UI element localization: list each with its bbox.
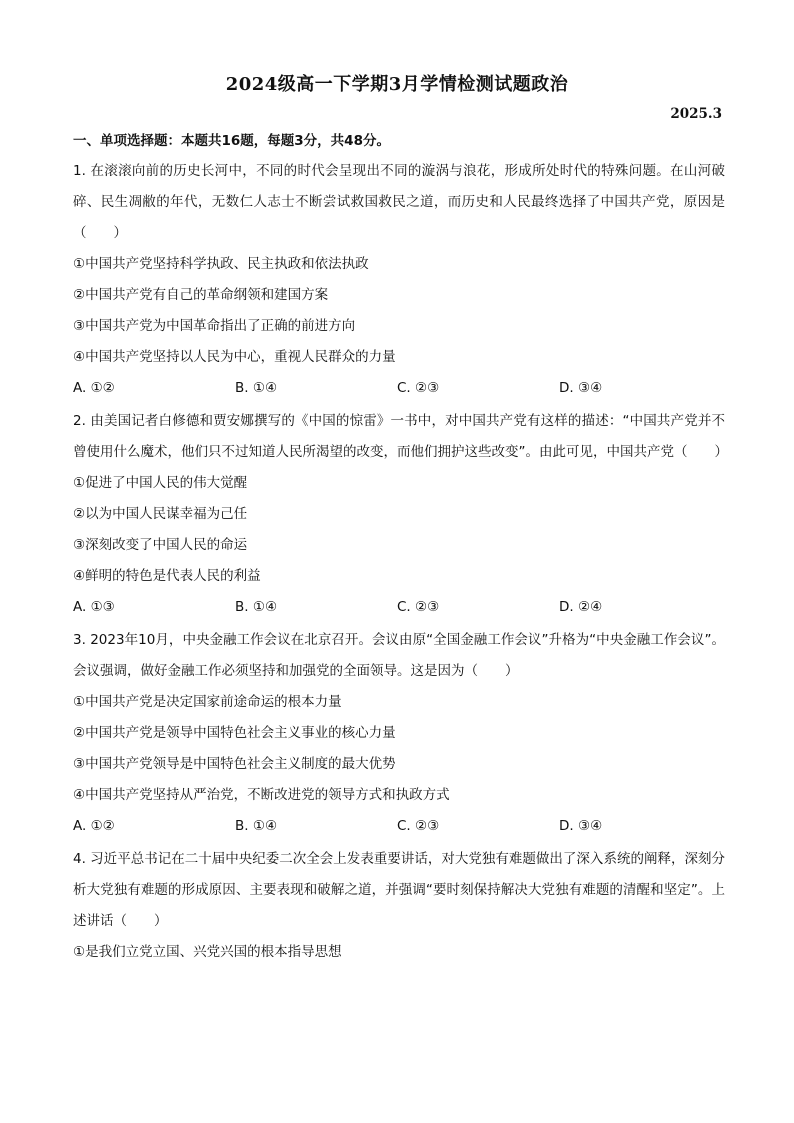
option-c: C. ②③ bbox=[397, 818, 440, 834]
option-d: D. ③④ bbox=[559, 380, 603, 396]
question-stem: 2. 由美国记者白修德和贾安娜撰写的《中国的惊雷》一书中，对中国共产党有这样的描述：“中国共产党并不曾使用什么魔术，他们只不过知道人民所渴望的改变，而他们拥护这些改变”。由此可见，中国共产党（ ） bbox=[73, 413, 728, 460]
exam-content bbox=[73, 128, 728, 968]
statement-4: ④中国共产党坚持从严治党，不断改进党的领导方式和执政方式 bbox=[73, 787, 450, 803]
option-a: A. ①② bbox=[73, 380, 115, 396]
statement-4: ④鲜明的特色是代表人民的利益 bbox=[73, 568, 261, 584]
option-d: D. ③④ bbox=[559, 818, 603, 834]
option-a: A. ①② bbox=[73, 818, 115, 834]
option-c: C. ②③ bbox=[397, 380, 440, 396]
statement-3: ③中国共产党领导是中国特色社会主义制度的最大优势 bbox=[73, 756, 396, 772]
question-2 bbox=[73, 406, 728, 623]
answer-options bbox=[73, 373, 725, 404]
question-1 bbox=[73, 156, 725, 404]
option-a: A. ①③ bbox=[73, 599, 115, 615]
statement-3: ③深刻改变了中国人民的命运 bbox=[73, 537, 248, 553]
option-b: B. ①④ bbox=[235, 599, 278, 615]
answer-options bbox=[73, 592, 725, 623]
statement-2: ②以为中国人民谋幸福为己任 bbox=[73, 506, 248, 522]
question-stem: 4. 习近平总书记在二十届中央纪委二次全会上发表重要讲话，对大党独有难题做出了深入系统的阐释，深刻分析大党独有难题的形成原因、主要表现和破解之道，并强调“要时刻保持解决大党独有难题的清醒和坚定”。上述讲话（ ） bbox=[73, 851, 725, 929]
statement-2: ②中国共产党有自己的革命纲领和建国方案 bbox=[73, 287, 329, 303]
question-4 bbox=[73, 844, 725, 968]
option-b: B. ①④ bbox=[235, 380, 278, 396]
statement-2: ②中国共产党是领导中国特色社会主义事业的核心力量 bbox=[73, 725, 396, 741]
statement-1: ①中国共产党坚持科学执政、民主执政和依法执政 bbox=[73, 256, 369, 272]
statement-3: ③中国共产党为中国革命指出了正确的前进方向 bbox=[73, 318, 356, 334]
section-heading: 一、单项选择题：本题共16题，每题3分，共48分。 bbox=[73, 133, 390, 149]
exam-date: 2025.3 bbox=[670, 106, 722, 122]
statement-1: ①促进了中国人民的伟大觉醒 bbox=[73, 475, 248, 491]
question-3 bbox=[73, 625, 725, 842]
answer-options bbox=[73, 811, 725, 842]
option-b: B. ①④ bbox=[235, 818, 278, 834]
statement-4: ④中国共产党坚持以人民为中心，重视人民群众的力量 bbox=[73, 349, 396, 365]
option-d: D. ②④ bbox=[559, 599, 603, 615]
question-stem: 1. 在滚滚向前的历史长河中，不同的时代会呈现出不同的漩涡与浪花，形成所处时代的特殊问题。在山河破碎、民生凋敝的年代，无数仁人志士不断尝试救国救民之道，而历史和人民最终选择了中国共产党，原因是（ ） bbox=[73, 163, 725, 241]
option-c: C. ②③ bbox=[397, 599, 440, 615]
statement-1: ①中国共产党是决定国家前途命运的根本力量 bbox=[73, 694, 342, 710]
statement-1: ①是我们立党立国、兴党兴国的根本指导思想 bbox=[73, 944, 342, 960]
page-title: 2024级高一下学期3月学情检测试题政治 bbox=[225, 74, 569, 95]
question-stem: 3. 2023年10月，中央金融工作会议在北京召开。会议由原“全国金融工作会议”升格为“中央金融工作会议”。会议强调，做好金融工作必须坚持和加强党的全面领导。这是因为（ ） bbox=[73, 632, 725, 679]
